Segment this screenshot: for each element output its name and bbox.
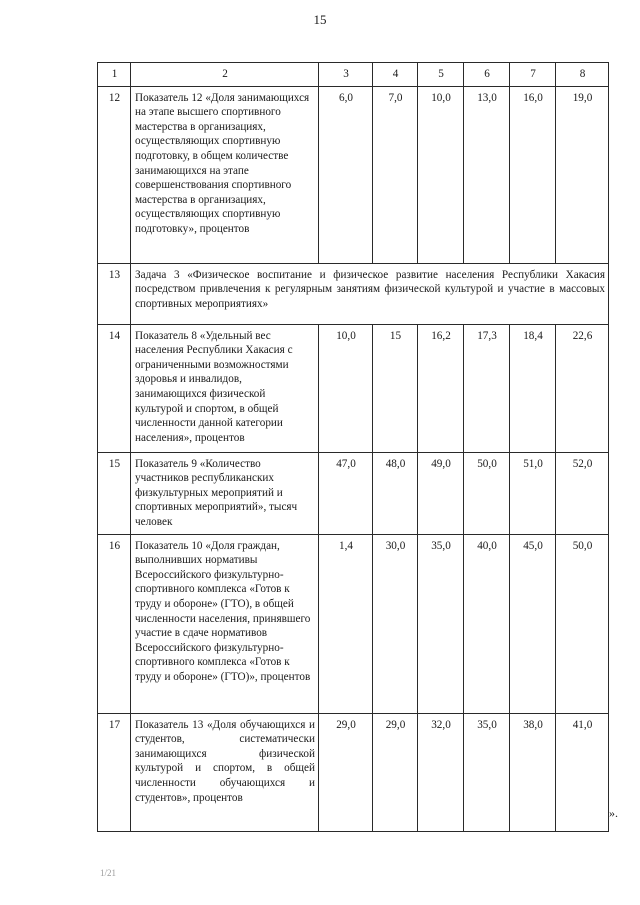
value-cell: 16,0 (510, 86, 556, 263)
value-cell: 52,0 (556, 452, 609, 534)
indicator-description: Показатель 12 «Доля занимающихся на этапе высшего спортивного мастерства в организациях, осуществляющих спортивную подготовку, в общем количестве занимающихся на этапе совершенствования спортивного мастерства в организациях, осуществляющих спортивную подготовку», процентов (131, 86, 319, 263)
value-cell: 38,0 (510, 713, 556, 831)
value-cell: 17,3 (464, 324, 510, 452)
header-cell: 8 (556, 63, 609, 87)
header-cell: 6 (464, 63, 510, 87)
row-number: 12 (98, 86, 131, 263)
header-cell: 7 (510, 63, 556, 87)
value-cell: 30,0 (373, 534, 418, 713)
value-cell: 16,2 (418, 324, 464, 452)
table-row (98, 534, 609, 713)
header-cell: 5 (418, 63, 464, 87)
header-cell: 1 (98, 63, 131, 87)
value-cell: 15 (373, 324, 418, 452)
value-cell: 22,6 (556, 324, 609, 452)
value-cell: 18,4 (510, 324, 556, 452)
value-cell: 49,0 (418, 452, 464, 534)
value-cell: 13,0 (464, 86, 510, 263)
footer-stamp: 1/21 (100, 868, 117, 878)
row-number: 13 (98, 263, 131, 324)
row-number: 14 (98, 324, 131, 452)
value-cell: 6,0 (319, 86, 373, 263)
value-cell: 19,0 (556, 86, 609, 263)
table-header-row (98, 63, 609, 87)
page-number: 15 (313, 12, 327, 27)
indicator-description: Показатель 10 «Доля граждан, выполнивших нормативы Всероссийского физкультурно-спортивного комплекса «Готов к труду и обороне» (ГТО), в общей численности населения, принявшего участие в сдаче нормативов Всероссийского физкультурно-спортивного комплекса «Готов к труду и обороне» (ГТО)», процентов (131, 534, 319, 713)
closing-quote-mark: ». (609, 806, 618, 820)
indicator-description: Показатель 13 «Доля обучающихся и студентов, систематически занимающихся физической культурой и спортом, в общей численности обучающихся и студентов», процентов (131, 713, 319, 831)
table-row (98, 713, 609, 831)
value-cell: 41,0 (556, 713, 609, 831)
table-row (98, 324, 609, 452)
header-cell: 3 (319, 63, 373, 87)
indicator-description: Показатель 9 «Количество участников республиканских физкультурных мероприятий и спортивных мероприятий», тысяч человек (131, 452, 319, 534)
indicators-table (97, 62, 609, 832)
value-cell: 51,0 (510, 452, 556, 534)
task-heading: Задача 3 «Физическое воспитание и физическое развитие населения Республики Хакасия посредством привлечения к регулярным занятиям физической культурой и участие в массовых спортивных мероприятиях» (131, 263, 609, 324)
value-cell: 1,4 (319, 534, 373, 713)
value-cell: 50,0 (464, 452, 510, 534)
value-cell: 7,0 (373, 86, 418, 263)
indicator-description: Показатель 8 «Удельный вес населения Республики Хакасия с ограниченными возможностями здоровья и инвалидов, занимающихся физической культурой и спортом, в общей численности данной категории населения», процентов (131, 324, 319, 452)
header-cell: 2 (131, 63, 319, 87)
value-cell: 35,0 (464, 713, 510, 831)
row-number: 16 (98, 534, 131, 713)
row-number: 17 (98, 713, 131, 831)
table-row (98, 452, 609, 534)
value-cell: 40,0 (464, 534, 510, 713)
value-cell: 47,0 (319, 452, 373, 534)
table-row (98, 263, 609, 324)
value-cell: 10,0 (418, 86, 464, 263)
value-cell: 32,0 (418, 713, 464, 831)
table-row (98, 86, 609, 263)
row-number: 15 (98, 452, 131, 534)
value-cell: 50,0 (556, 534, 609, 713)
value-cell: 10,0 (319, 324, 373, 452)
value-cell: 45,0 (510, 534, 556, 713)
value-cell: 48,0 (373, 452, 418, 534)
value-cell: 35,0 (418, 534, 464, 713)
header-cell: 4 (373, 63, 418, 87)
value-cell: 29,0 (373, 713, 418, 831)
value-cell: 29,0 (319, 713, 373, 831)
